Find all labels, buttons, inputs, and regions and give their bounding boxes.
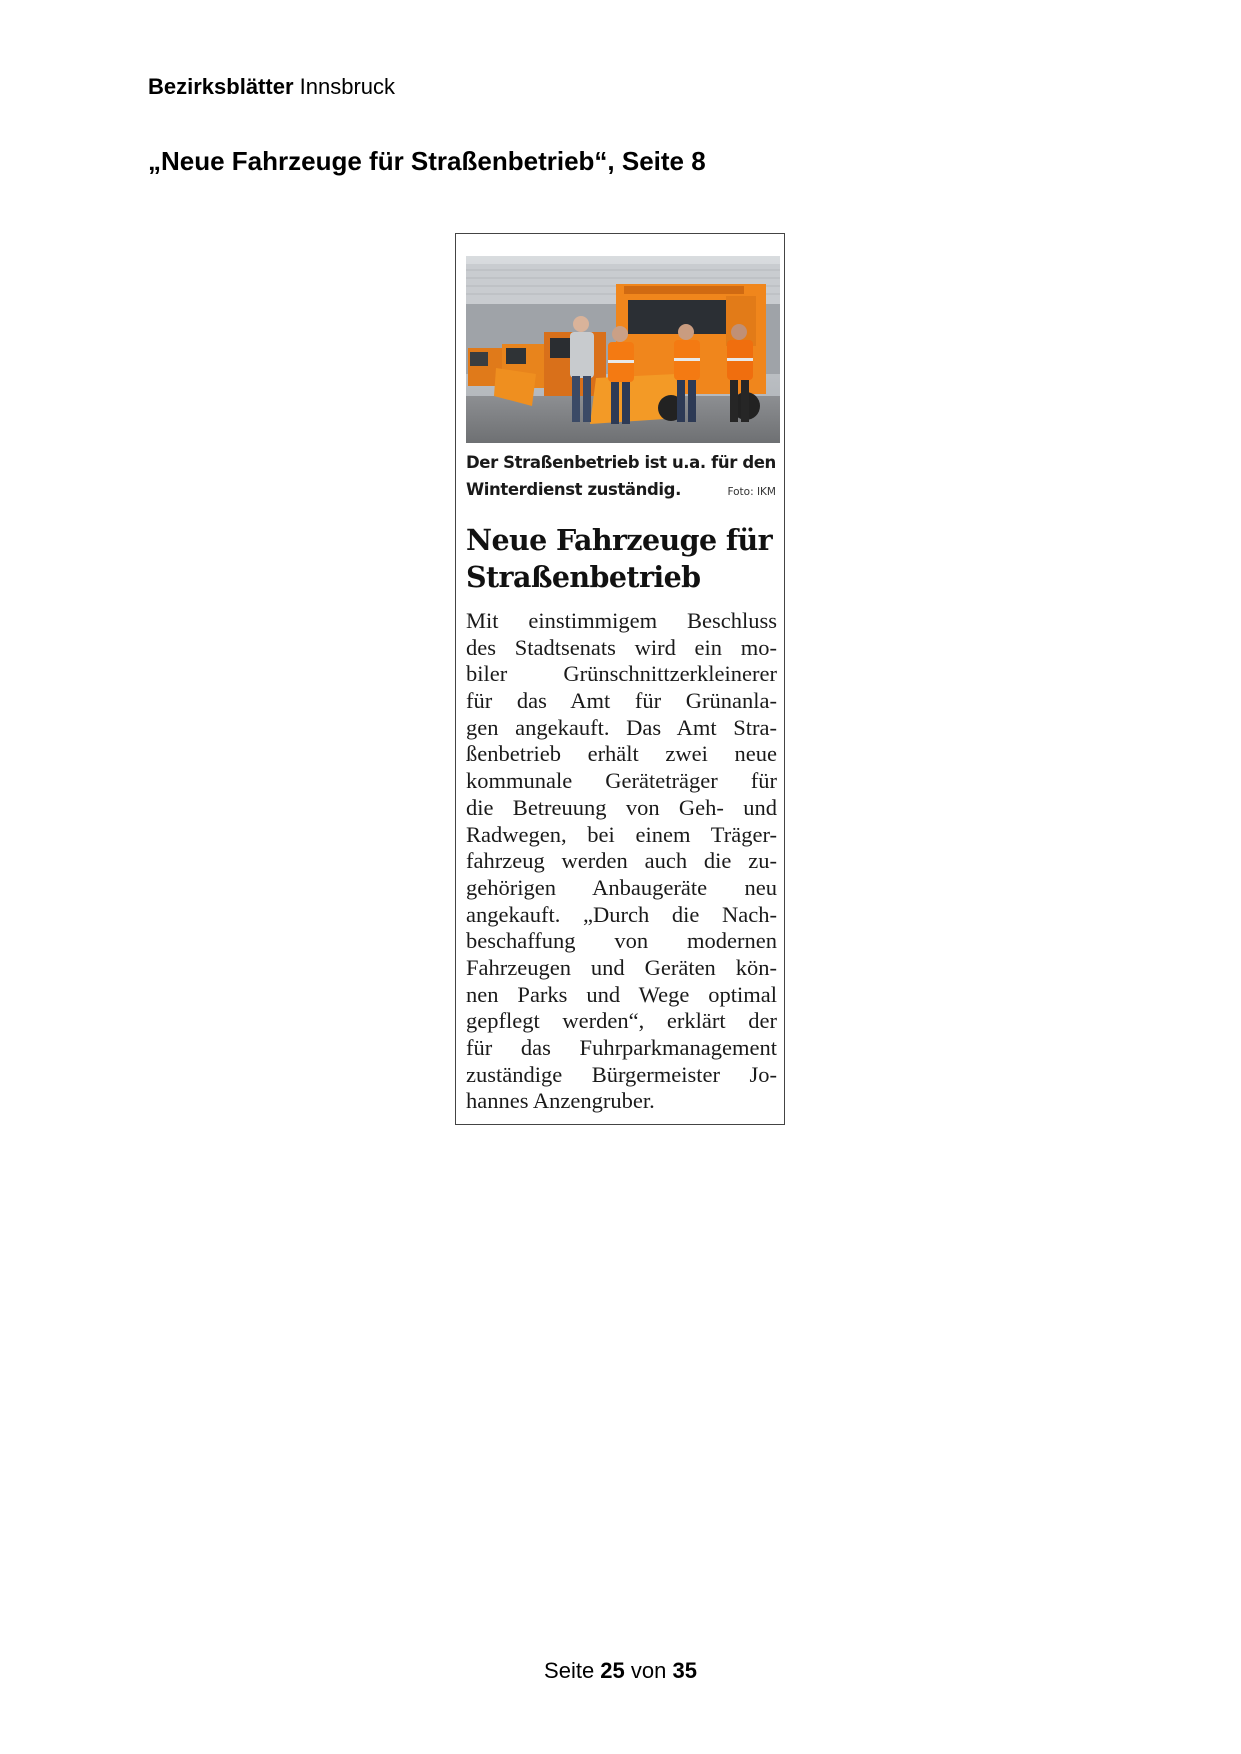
body-line: Mit einstimmigem Beschluss [466, 608, 777, 633]
headline-line: Neue Fahrzeuge für [466, 523, 773, 557]
caption-line: Winterdienst zuständig. [466, 480, 681, 499]
publication-name-city: Innsbruck [293, 74, 396, 99]
body-line: für das Amt für Grünanla- [466, 688, 777, 714]
publication-name-bold: Bezirksblätter [148, 74, 294, 99]
publication-name [148, 74, 395, 100]
body-line: des Stadtsenats wird ein mo- [466, 634, 777, 660]
article-body [466, 608, 777, 1115]
newspaper-clipping [455, 233, 785, 1125]
total-pages: 35 [672, 1658, 697, 1683]
document-title: „Neue Fahrzeuge für Straßenbetrieb“, Seite 8 [148, 146, 706, 176]
body-line: Fahrzeugen und Geräten kön- [466, 954, 777, 980]
body-line: ßenbetrieb erhält zwei neue [466, 741, 777, 767]
body-line: gen angekauft. Das Amt Stra- [466, 714, 777, 740]
body-line: die Betreuung von Geh- und [466, 794, 777, 820]
body-line: beschaffung von modernen [466, 928, 777, 954]
body-line: angekauft. „Durch die Nach- [466, 901, 777, 927]
body-line: Radwegen, bei einem Träger- [466, 821, 777, 847]
body-line: nen Parks und Wege optimal [466, 981, 777, 1007]
body-line: gehörigen Anbaugeräte neu [466, 874, 777, 900]
article-photo [466, 256, 780, 443]
body-line: zuständige Bürgermeister Jo- [466, 1061, 777, 1087]
article-headline [466, 522, 782, 596]
body-line: gepflegt werden“, erklärt der [466, 1008, 777, 1034]
article-photo-illustration [466, 256, 780, 443]
page-number [0, 1658, 1241, 1684]
body-line: fahrzeug werden auch die zu- [466, 848, 777, 874]
headline-line: Straßenbetrieb [466, 560, 701, 594]
body-line: hannes Anzengruber. [466, 1088, 655, 1114]
photo-credit: Foto: IKM [727, 486, 776, 498]
body-line: kommunale Geräteträger für [466, 768, 777, 794]
body-line: biler Grünschnittzerkleinerer [466, 661, 777, 687]
page-separator: von [624, 1658, 673, 1683]
body-line: für das Fuhrparkmanagement [466, 1035, 777, 1060]
current-page: 25 [600, 1658, 625, 1683]
page-prefix: Seite [544, 1658, 601, 1683]
caption-line: Der Straßenbetrieb ist u.a. für den [466, 453, 776, 472]
